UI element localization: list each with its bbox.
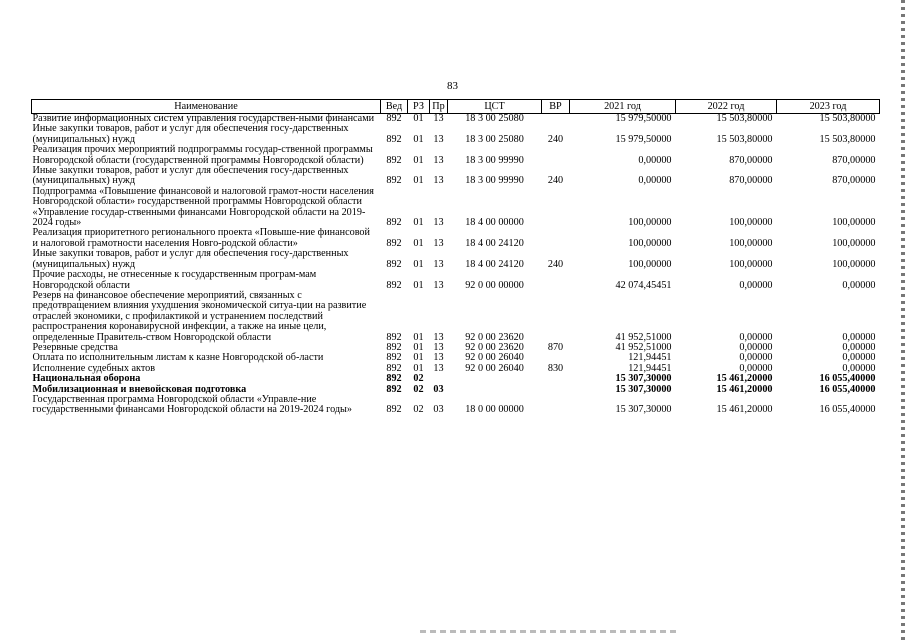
cell-y2021: 42 074,45451 <box>615 279 672 291</box>
cell-y2022: 0,00000 <box>739 341 773 353</box>
cell-y2021: 121,94451 <box>628 362 672 374</box>
cell-y2021: 121,94451 <box>628 352 672 364</box>
cell-pr: 03 <box>433 383 444 395</box>
cell-rz: 02 <box>413 383 424 395</box>
table-row <box>32 270 880 291</box>
cell-pr: 13 <box>433 331 444 343</box>
cell-y2022: 15 503,80000 <box>716 113 773 124</box>
cell-y2023: 16 055,40000 <box>819 383 876 395</box>
cell-y2022: 870,00000 <box>729 154 773 166</box>
cell-ved: 892 <box>386 237 402 249</box>
cell-name: Оплата по исполнительным листам к казне Новгородской об-ласти <box>32 352 324 364</box>
cell-rz: 01 <box>413 341 424 353</box>
cell-vr: 240 <box>547 258 564 270</box>
cell-vr <box>542 228 570 249</box>
cell-y2022: 0,00000 <box>739 331 773 343</box>
cell-vr <box>542 187 570 229</box>
table-row <box>32 124 880 145</box>
table-row <box>32 395 880 416</box>
cell-rz: 01 <box>413 331 424 343</box>
table-row <box>32 291 880 343</box>
cell-cst: 18 4 00 00000 <box>465 217 524 229</box>
cell-pr: 13 <box>433 175 444 187</box>
cell-rz: 01 <box>413 352 424 364</box>
cell-y2023: 100,00000 <box>832 237 876 249</box>
cell-y2021: 100,00000 <box>628 217 672 229</box>
cell-pr: 13 <box>433 341 444 353</box>
cell-rz: 01 <box>413 237 424 249</box>
cell-vr: 870 <box>547 341 564 353</box>
scan-smudge <box>420 630 680 633</box>
cell-ved: 892 <box>386 331 402 343</box>
header-2021: 2021 год <box>570 100 676 114</box>
cell-vr <box>542 374 570 384</box>
cell-cst: 92 0 00 00000 <box>465 279 524 291</box>
table-row <box>32 145 880 166</box>
cell-pr: 03 <box>433 404 444 416</box>
cell-y2023: 100,00000 <box>832 217 876 229</box>
cell-vr: 240 <box>547 175 564 187</box>
cell-y2021: 41 952,51000 <box>615 341 672 353</box>
cell-vr <box>542 270 570 291</box>
cell-ved: 892 <box>386 279 402 291</box>
cell-y2022: 0,00000 <box>739 352 773 364</box>
cell-name: Подпрограмма «Повышение финансовой и налоговой грамот-ности населения Новгородской области» государственной программы Новгородской области «Управление государ-ственными финансами Новгородской области на 2019-2024 годы» <box>32 185 374 229</box>
cell-y2023: 0,00000 <box>842 341 876 353</box>
cell-y2021: 15 979,50000 <box>615 113 672 124</box>
header-2022: 2022 год <box>676 100 777 114</box>
cell-ved: 892 <box>386 373 402 385</box>
cell-y2022: 0,00000 <box>739 279 773 291</box>
cell-ved: 892 <box>386 154 402 166</box>
cell-pr: 13 <box>433 362 444 374</box>
cell-name: Исполнение судебных актов <box>32 362 156 374</box>
cell-y2021: 15 307,30000 <box>615 404 672 416</box>
table-body <box>32 114 880 416</box>
cell-y2023: 16 055,40000 <box>819 373 876 385</box>
cell-y2023: 100,00000 <box>832 258 876 270</box>
cell-rz: 01 <box>413 113 424 124</box>
cell-vr <box>542 385 570 395</box>
table-row <box>32 249 880 270</box>
cell-pr: 13 <box>433 113 444 124</box>
cell-cst: 18 4 00 24120 <box>465 237 524 249</box>
cell-y2021: 100,00000 <box>628 237 672 249</box>
cell-y2022: 100,00000 <box>729 237 773 249</box>
table-header <box>32 100 880 114</box>
cell-pr <box>430 374 448 384</box>
cell-ved: 892 <box>386 404 402 416</box>
cell-name: Прочие расходы, не отнесенные к государственным програм-мам Новгородской области <box>32 269 317 291</box>
cell-y2021: 100,00000 <box>628 258 672 270</box>
cell-pr: 13 <box>433 217 444 229</box>
cell-rz: 01 <box>413 175 424 187</box>
cell-cst: 18 3 00 99990 <box>465 175 524 187</box>
cell-pr: 13 <box>433 154 444 166</box>
cell-name: Резерв на финансовое обеспечение мероприятий, связанных с предотвращением влияния ухудшения экономической ситуа-ции на развитие отраслей экономики, с профилактикой и устранением последствий распространения коронавирусной инфекции, а также на иные цели, определенные Правитель-ством Новгородской области <box>32 289 367 343</box>
cell-cst <box>448 374 542 384</box>
cell-vr <box>542 114 570 125</box>
cell-ved: 892 <box>386 341 402 353</box>
table-row <box>32 228 880 249</box>
cell-pr: 13 <box>433 352 444 364</box>
cell-rz: 01 <box>413 362 424 374</box>
cell-cst: 92 0 00 26040 <box>465 352 524 364</box>
cell-name: Мобилизационная и вневойсковая подготовка <box>32 383 247 395</box>
page-number: 83 <box>447 80 458 92</box>
cell-rz: 01 <box>413 279 424 291</box>
cell-ved: 892 <box>386 175 402 187</box>
cell-y2023: 0,00000 <box>842 331 876 343</box>
cell-y2023: 870,00000 <box>832 175 876 187</box>
scan-edge-mark <box>901 0 905 640</box>
cell-pr: 13 <box>433 258 444 270</box>
cell-y2023: 0,00000 <box>842 362 876 374</box>
header-cst: ЦСТ <box>448 100 542 114</box>
cell-ved: 892 <box>386 352 402 364</box>
cell-y2021: 0,00000 <box>638 175 672 187</box>
cell-y2022: 15 461,20000 <box>716 383 773 395</box>
cell-y2021: 15 979,50000 <box>615 133 672 145</box>
cell-cst: 18 3 00 25080 <box>465 113 524 124</box>
cell-y2022: 15 461,20000 <box>716 404 773 416</box>
header-pr: Пр <box>430 100 448 114</box>
cell-name: Иные закупки товаров, работ и услуг для обеспечения госу-дарственных (муниципальных) нужд <box>32 165 349 187</box>
cell-cst: 92 0 00 26040 <box>465 362 524 374</box>
cell-cst: 18 0 00 00000 <box>465 404 524 416</box>
cell-y2023: 0,00000 <box>842 352 876 364</box>
cell-vr: 830 <box>547 362 564 374</box>
cell-name: Реализация приоритетного регионального проекта «Повыше-ние финансовой и налоговой грамотности населения Новго-родской области» <box>32 227 370 249</box>
budget-table <box>31 99 880 416</box>
cell-rz: 01 <box>413 133 424 145</box>
cell-vr <box>542 291 570 343</box>
cell-name: Государственная программа Новгородской области «Управле-ние государственными финансами Новгородской области на 2019-2024 годы» <box>32 393 353 416</box>
header-rz: РЗ <box>408 100 430 114</box>
cell-y2022: 0,00000 <box>739 362 773 374</box>
header-vr: ВР <box>542 100 570 114</box>
cell-ved: 892 <box>386 113 402 124</box>
cell-pr: 13 <box>433 237 444 249</box>
cell-vr: 240 <box>547 133 564 145</box>
cell-name: Иные закупки товаров, работ и услуг для обеспечения госу-дарственных (муниципальных) нужд <box>32 248 349 270</box>
cell-y2021: 0,00000 <box>638 154 672 166</box>
cell-cst: 18 4 00 24120 <box>465 258 524 270</box>
table-row <box>32 187 880 229</box>
header-name: Наименование <box>32 100 381 114</box>
cell-ved: 892 <box>386 362 402 374</box>
cell-pr: 13 <box>433 133 444 145</box>
cell-cst: 92 0 00 23620 <box>465 341 524 353</box>
cell-ved: 892 <box>386 217 402 229</box>
cell-pr: 13 <box>433 279 444 291</box>
cell-cst <box>448 385 542 395</box>
cell-ved: 892 <box>386 383 402 395</box>
cell-name: Развитие информационных систем управления государствен-ными финансами <box>32 113 375 124</box>
cell-y2023: 0,00000 <box>842 279 876 291</box>
cell-y2021: 41 952,51000 <box>615 331 672 343</box>
cell-cst: 92 0 00 23620 <box>465 331 524 343</box>
cell-ved: 892 <box>386 258 402 270</box>
cell-y2021: 15 307,30000 <box>615 383 672 395</box>
cell-vr <box>542 145 570 166</box>
header-2023: 2023 год <box>777 100 880 114</box>
cell-cst: 18 3 00 99990 <box>465 154 524 166</box>
cell-y2021: 15 307,30000 <box>615 373 672 385</box>
cell-name: Реализация прочих мероприятий подпрограммы государ-ственной программы Новгородской области (государственной программы Новгородской области) <box>32 144 373 166</box>
table-row <box>32 166 880 187</box>
cell-name: Иные закупки товаров, работ и услуг для обеспечения госу-дарственных (муниципальных) нужд <box>32 123 349 145</box>
cell-ved: 892 <box>386 133 402 145</box>
cell-y2023: 870,00000 <box>832 154 876 166</box>
cell-y2022: 870,00000 <box>729 175 773 187</box>
cell-name: Резервные средства <box>32 341 118 353</box>
cell-rz: 02 <box>413 404 424 416</box>
cell-rz: 01 <box>413 154 424 166</box>
cell-vr <box>542 395 570 416</box>
cell-y2022: 15 503,80000 <box>716 133 773 145</box>
cell-y2023: 15 503,80000 <box>819 133 876 145</box>
cell-y2023: 15 503,80000 <box>819 113 876 124</box>
cell-y2022: 100,00000 <box>729 217 773 229</box>
cell-y2022: 15 461,20000 <box>716 373 773 385</box>
cell-rz: 02 <box>413 373 424 385</box>
cell-y2022: 100,00000 <box>729 258 773 270</box>
cell-rz: 01 <box>413 258 424 270</box>
cell-cst: 18 3 00 25080 <box>465 133 524 145</box>
cell-rz: 01 <box>413 217 424 229</box>
cell-name: Национальная оборона <box>32 373 141 385</box>
cell-y2023: 16 055,40000 <box>819 404 876 416</box>
header-ved: Вед <box>381 100 408 114</box>
table-row <box>32 374 880 384</box>
